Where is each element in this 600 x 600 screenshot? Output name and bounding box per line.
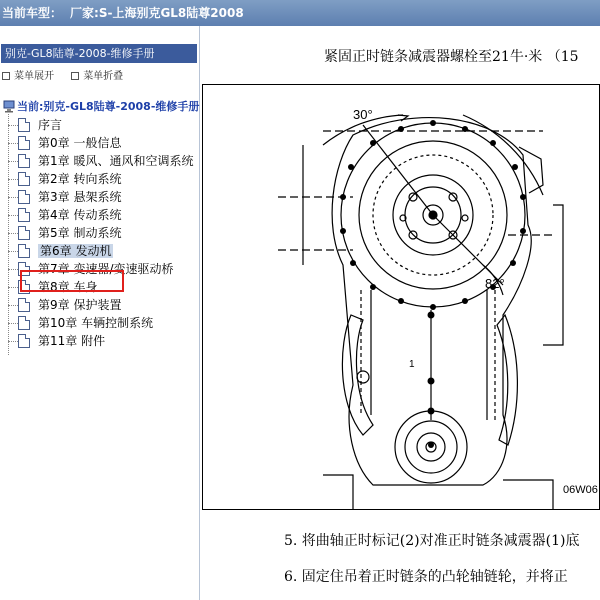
document-icon [18,226,30,240]
document-icon [18,190,30,204]
step-6-text: 6. 固定住吊着正时链条的凸轮轴链轮，并将正 [284,569,568,585]
tree-item-label: 第6章 发动机 [40,244,112,258]
tree-item-label: 第11章 附件 [38,334,106,348]
tree-item-chapter-10[interactable] [16,314,200,332]
tree-item-chapter-11[interactable] [16,332,200,350]
expand-icon [2,72,10,80]
tree-item-label: 第5章 制动系统 [38,226,122,240]
document-icon [18,316,30,330]
tree-items [0,116,200,350]
tree-item-label: 序言 [38,118,63,132]
document-icon [18,298,30,312]
tree-item-label: 第10章 车辆控制系统 [38,316,154,330]
sidebar [0,26,200,600]
tree-item-chapter-6[interactable] [16,242,200,260]
content-pane [200,26,600,600]
document-icon [18,154,30,168]
collapse-icon [71,72,79,80]
tree-item-chapter-2[interactable] [16,170,200,188]
step-5-text: 5. 将曲轴正时标记(2)对准正时链条减震器(1)底 [284,533,580,549]
title-bar [0,0,600,26]
menu-actions [2,67,137,83]
tree-item-label: 第0章 一般信息 [38,136,122,150]
tree-item-label: 第7章 变速器/变速驱动桥 [38,262,174,276]
document-icon [18,118,30,132]
tree-item-label: 第4章 传动系统 [38,208,122,222]
manufacturer-label: 厂家:S-上海别克GL8陆尊2008 [70,6,244,20]
document-icon [18,136,30,150]
angle-top-label: 30° [353,107,373,122]
tree-item-chapter-5[interactable] [16,224,200,242]
tree-item-label: 第2章 转向系统 [38,172,122,186]
tree-item-label: 第9章 保护装置 [38,298,122,312]
tree-item-chapter-4[interactable] [16,206,200,224]
model-label: 当前车型： [2,6,63,20]
tree-item-preface[interactable] [16,116,200,134]
figure-code: 06W06 [563,484,598,496]
tree-item-label: 第1章 暖风、通风和空调系统 [38,154,194,168]
tree-item-label: 第8章 车身 [38,280,98,294]
small-label: 1 [409,359,415,370]
computer-icon [3,100,15,113]
tree-item-chapter-1[interactable] [16,152,200,170]
collapse-menu-button[interactable]: 菜单折叠 [71,71,123,82]
expand-menu-button[interactable]: 菜单展开 [2,71,54,82]
chapter-tree [0,98,200,350]
manual-title: 别克-GL8陆尊-2008-维修手册 [1,44,197,63]
selection-highlight-box [20,270,124,292]
tree-item-chapter-9[interactable] [16,296,200,314]
timing-chain-figure [202,84,600,510]
angle-right-label: 82° [485,276,505,291]
timing-chain-diagram [203,85,600,510]
document-icon [18,334,30,348]
document-icon [18,172,30,186]
tree-item-label: 第3章 悬架系统 [38,190,122,204]
tree-root-label: 当前:别克-GL8陆尊-2008-维修手册 [17,100,200,113]
content-heading: 紧固正时链条减震器螺栓至21牛·米 （15 [324,49,579,65]
document-icon [18,208,30,222]
tree-item-chapter-0[interactable] [16,134,200,152]
document-icon [18,244,30,258]
tree-root[interactable] [0,98,200,116]
tree-item-chapter-3[interactable] [16,188,200,206]
